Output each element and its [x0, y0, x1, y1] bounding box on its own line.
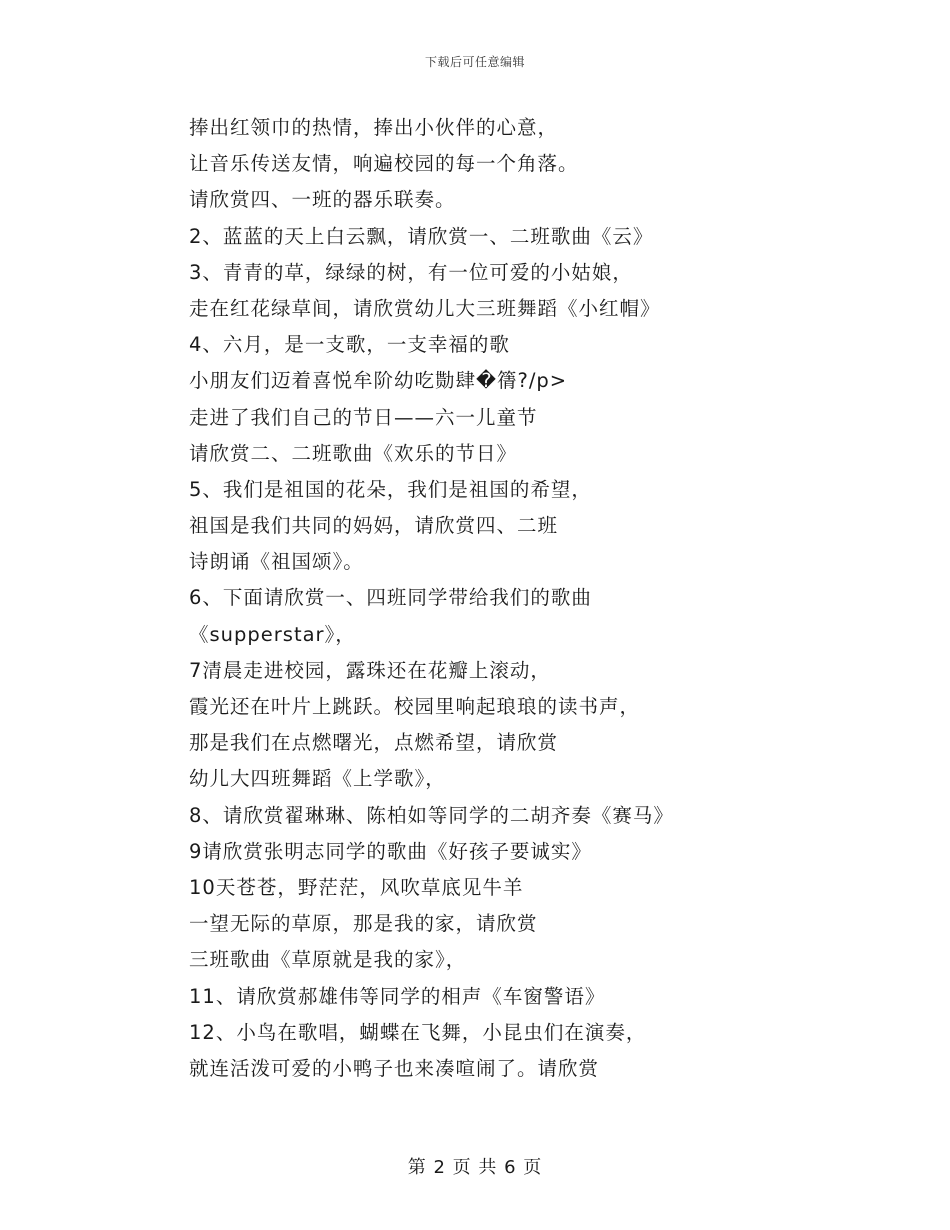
- text-line: 小朋友们迈着喜悦牟阶幼吃勚肆�篟?/p>: [189, 369, 568, 393]
- text-line: 诗朗诵《祖国颂》。: [189, 550, 364, 574]
- text-line: 3、青青的草，绿绿的树，有一位可爱的小姑娘，: [189, 260, 633, 284]
- text-line: 6、下面请欣赏一、四班同学带给我们的歌曲: [189, 586, 592, 610]
- text-line: 幼儿大四班舞蹈《上学歌》，: [189, 767, 446, 791]
- text-line: 10天苍苍，野茫茫，风吹草底见牛羊: [189, 875, 524, 899]
- page-number-footer: 第 2 页 共 6 页: [407, 1157, 543, 1178]
- text-line: 7清晨走进校园，露珠还在花瓣上滚动，: [189, 658, 551, 682]
- text-line: 那是我们在点燃曙光，点燃希望，请欣赏: [189, 731, 559, 755]
- text-line: 祖国是我们共同的妈妈，请欣赏四、二班: [189, 514, 559, 538]
- text-line: 捧出红领巾的热情，捧出小伙伴的心意，: [189, 116, 559, 139]
- text-line: 11、请欣赏郝雄伟等同学的相声《车窗警语》: [189, 984, 606, 1008]
- text-line: 走在红花绿草间，请欣赏幼儿大三班舞蹈《小红帽》: [189, 296, 661, 320]
- text-line: 2、蓝蓝的天上白云飘，请欣赏一、二班歌曲《云》: [189, 224, 654, 248]
- text-line: 9请欣赏张明志同学的歌曲《好孩子要诚实》: [189, 839, 592, 863]
- text-line: 霞光还在叶片上跳跃。校园里响起琅琅的读书声，: [189, 695, 641, 718]
- text-line: 4、六月，是一支歌，一支幸福的歌: [189, 333, 510, 357]
- text-line: 就连活泼可爱的小鸭子也来凑喧闹了。请欣赏: [189, 1056, 600, 1080]
- document-body: [189, 110, 789, 1087]
- text-line: 5、我们是祖国的花朵，我们是祖国的希望，: [189, 477, 592, 501]
- text-line: 请欣赏二、二班歌曲《欢乐的节日》: [189, 441, 518, 465]
- text-line: 《supperstar》，: [189, 622, 356, 646]
- text-line: 12、小鸟在歌唱，蝴蝶在飞舞，小昆虫们在演奏，: [189, 1020, 647, 1044]
- text-line: 走进了我们自己的节日——六一儿童节: [189, 405, 538, 429]
- text-line: 请欣赏四、一班的器乐联奏。: [189, 188, 456, 212]
- text-line: 一望无际的草原，那是我的家，请欣赏: [189, 912, 538, 936]
- text-line: 8、请欣赏翟琳琳、陈柏如等同学的二胡齐奏《赛马》: [189, 803, 674, 827]
- text-line: 让音乐传送友情，响遍校园的每一个角落。: [189, 152, 579, 176]
- text-line: 三班歌曲《草原就是我的家》，: [189, 948, 467, 972]
- page-header: 下载后可任意编辑: [424, 55, 525, 69]
